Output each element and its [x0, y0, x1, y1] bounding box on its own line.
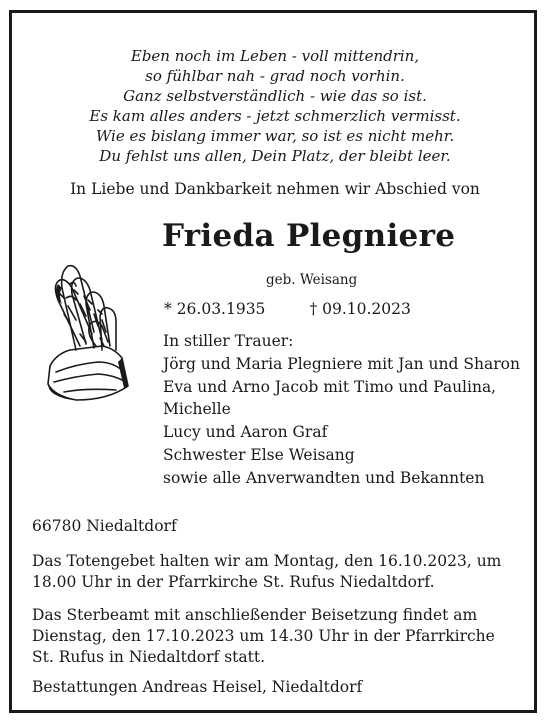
funeral-notice	[32, 605, 495, 668]
poem-line: Wie es bislang immer war, so ist es nicht mehr.	[95, 127, 455, 145]
poem-line: Ganz selbstverständlich - wie das so ist.	[123, 87, 427, 105]
mourner-line: Lucy und Aaron Graf	[163, 423, 328, 442]
mourner-line: sowie alle Anverwandten und Bekannten	[163, 468, 485, 487]
location: 66780 Niedaltdorf	[32, 517, 177, 535]
birth-date: * 26.03.1935	[164, 300, 266, 318]
mourners-list	[163, 330, 520, 490]
prayer-line: 18.00 Uhr in der Pfarrkirche St. Rufus Niedaltdorf.	[32, 573, 435, 591]
poem	[0, 46, 550, 166]
praying-hands-icon	[36, 254, 146, 404]
funeral-line: St. Rufus in Niedaltdorf statt.	[32, 648, 265, 666]
poem-line: Du fehlst uns allen, Dein Platz, der bleibt leer.	[99, 147, 451, 165]
poem-line: so fühlbar nah - grad noch vorhin.	[145, 67, 405, 85]
poem-line: Es kam alles anders - jetzt schmerzlich vermisst.	[89, 107, 461, 125]
mourner-line: Eva und Arno Jacob mit Timo und Paulina,	[163, 377, 497, 396]
farewell-intro: In Liebe und Dankbarkeit nehmen wir Abschied von	[70, 180, 480, 198]
prayer-notice	[32, 551, 501, 593]
undertaker: Bestattungen Andreas Heisel, Niedaltdorf	[32, 678, 363, 696]
deceased-name: Frieda Plegniere	[162, 218, 456, 254]
mourner-line: Schwester Else Weisang	[163, 445, 355, 464]
prayer-line: Das Totengebet halten wir am Montag, den 16.10.2023, um	[32, 552, 502, 570]
mourner-line: Michelle	[163, 400, 231, 419]
death-date: † 09.10.2023	[309, 300, 411, 318]
poem-line: Eben noch im Leben - voll mittendrin,	[130, 47, 420, 65]
mourners-heading: In stiller Trauer:	[163, 332, 294, 350]
life-dates	[164, 300, 411, 318]
maiden-name: geb. Weisang	[266, 272, 358, 288]
mourner-line: Jörg und Maria Plegniere mit Jan und Sharon	[163, 354, 520, 373]
funeral-line: Das Sterbeamt mit anschließender Beisetzung findet am	[32, 606, 478, 624]
funeral-line: Dienstag, den 17.10.2023 um 14.30 Uhr in der Pfarrkirche	[32, 627, 495, 645]
